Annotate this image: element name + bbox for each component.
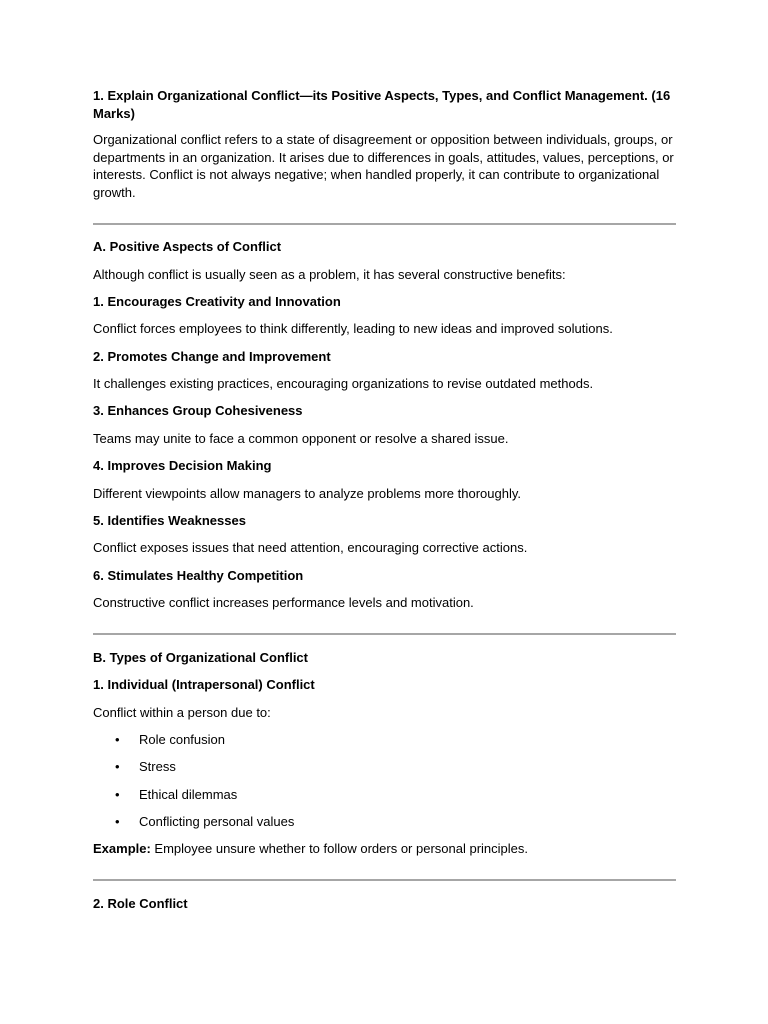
section-a-item-text: Conflict forces employees to think differently, leading to new ideas and improved solutions.: [93, 321, 613, 336]
section-a-item-text: Constructive conflict increases performance levels and motivation.: [93, 595, 474, 610]
section-a-item-title: 6. Stimulates Healthy Competition: [93, 568, 304, 583]
individual-conflict-example: [93, 840, 678, 858]
bullet-icon: •: [115, 814, 120, 829]
section-a-intro: Although conflict is usually seen as a problem, it has several constructive benefits:: [93, 267, 566, 282]
section-a-item-text: Different viewpoints allow managers to analyze problems more thoroughly.: [93, 486, 522, 501]
section-b-heading: B. Types of Organizational Conflict: [93, 650, 308, 665]
question-title: 1. Explain Organizational Conflict—its Positive Aspects, Types, and Conflict Management. (16 Marks): [93, 88, 671, 121]
bullet-icon: •: [115, 759, 120, 774]
section-a-item-text: Teams may unite to face a common opponent or resolve a shared issue.: [93, 431, 509, 446]
list-item-text: Role confusion: [139, 732, 225, 747]
section-a-item-text: Conflict exposes issues that need attention, encouraging corrective actions.: [93, 540, 528, 555]
list-item-text: Ethical dilemmas: [139, 787, 238, 802]
individual-conflict-title: 1. Individual (Intrapersonal) Conflict: [93, 677, 315, 692]
example-label: Example:: [93, 841, 151, 856]
section-divider: [93, 633, 676, 635]
section-a-item-title: 4. Improves Decision Making: [93, 458, 272, 473]
section-a-item-title: 2. Promotes Change and Improvement: [93, 349, 331, 364]
section-a-item-text: It challenges existing practices, encouraging organizations to revise outdated methods.: [93, 376, 594, 391]
bullet-icon: •: [115, 732, 120, 747]
section-a-item-title: 3. Enhances Group Cohesiveness: [93, 403, 303, 418]
individual-conflict-intro: Conflict within a person due to:: [93, 705, 271, 720]
section-a-item-title: 1. Encourages Creativity and Innovation: [93, 294, 341, 309]
section-divider: [93, 223, 676, 225]
role-conflict-title: 2. Role Conflict: [93, 896, 188, 911]
list-item-text: Conflicting personal values: [139, 814, 295, 829]
example-text: Employee unsure whether to follow orders or personal principles.: [150, 841, 529, 856]
section-a-heading: A. Positive Aspects of Conflict: [93, 239, 282, 254]
question-intro: Organizational conflict refers to a state of disagreement or opposition between individuals, groups, or departments in an organization. It arises due to differences in goals, attitudes, values, perceptions, or interests. Conflict is not always negative; when handled properly, it can contribute to organizational growth.: [93, 132, 674, 200]
section-divider: [93, 879, 676, 881]
bullet-icon: •: [115, 787, 120, 802]
list-item-text: Stress: [139, 759, 176, 774]
section-a-item-title: 5. Identifies Weaknesses: [93, 513, 246, 528]
